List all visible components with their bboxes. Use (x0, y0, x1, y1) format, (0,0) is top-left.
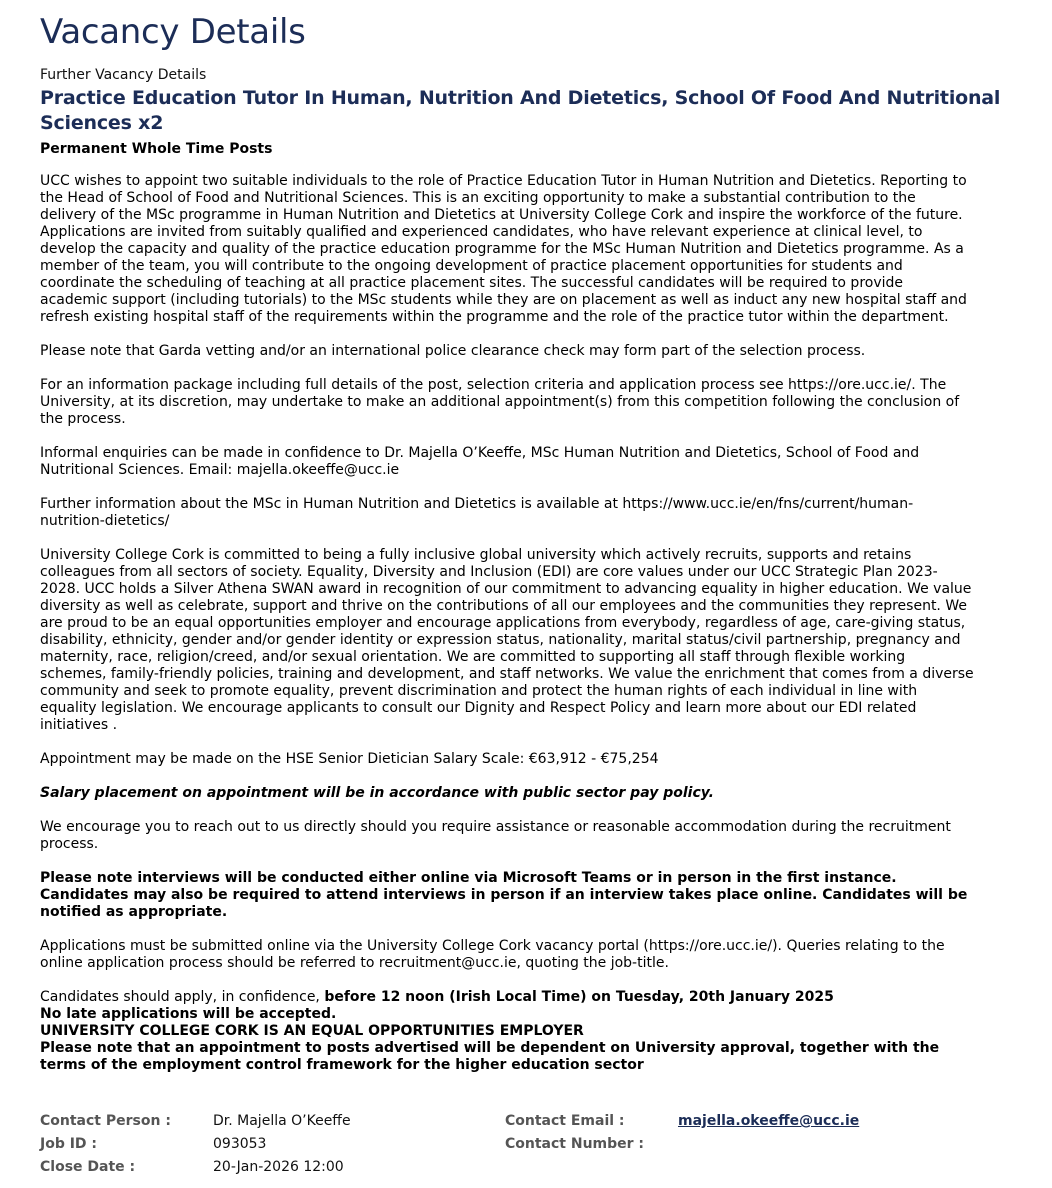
deadline-paragraph (40, 989, 975, 1074)
no-late-applications: No late applications will be accepted. (40, 1006, 337, 1022)
approval-statement: Please note that an appointment to posts advertised will be dependent on University approval, together with the terms of the employment control framework for the higher education sector (40, 1040, 940, 1073)
close-date-label: Close Date : (40, 1159, 136, 1175)
close-date-value: 20-Jan-2026 12:00 (213, 1159, 344, 1175)
details-row (40, 1156, 970, 1179)
contact-email-label: Contact Email : (505, 1113, 625, 1129)
post-type: Permanent Whole Time Posts (40, 141, 273, 157)
job-title: Practice Education Tutor In Human, Nutrition And Dietetics, School Of Food And Nutritional Sciences x2 (40, 87, 1001, 134)
applications-paragraph: Applications must be submitted online via the University College Cork vacancy portal (https://ore.ucc.ie/). Queries relating to the online application process should be referred to recruitment@ucc.ie, quoting the job-title. (40, 938, 945, 971)
deadline-date: before 12 noon (Irish Local Time) on Tuesday, 20th January 2025 (324, 989, 834, 1005)
contact-number-label: Contact Number : (505, 1136, 645, 1152)
job-id-value: 093053 (213, 1136, 267, 1152)
job-id-label: Job ID : (40, 1136, 98, 1152)
vacancy-description (40, 173, 975, 1074)
information-package-paragraph: For an information package including full details of the post, selection criteria and application process see https://ore.ucc.ie/. The University, at its discretion, may undertake to make an additional appointment(s) from this competition following the conclusion of the process. (40, 377, 960, 427)
details-row (40, 1110, 970, 1133)
contact-details (40, 1110, 970, 1179)
details-row (40, 1133, 970, 1156)
deadline-prefix: Candidates should apply, in confidence, (40, 989, 325, 1005)
intro-paragraph: UCC wishes to appoint two suitable individuals to the role of Practice Education Tutor in Human Nutrition and Dietetics. Reporting to the Head of School of Food and Nutritional Sciences. This is an exciting opportunity to make a substantial contribution to the delivery of the MSc programme in Human Nutrition and Dietetics at University College Cork and inspire the workforce of the future. Applications are invited from suitably qualified and experienced candidates, who have relevant experience at clinical level, to develop the capacity and quality of the practice education programme for the MSc Human Nutrition and Dietetics programme. As a member of the team, you will contribute to the ongoing development of practice placement opportunities for students and coordinate the scheduling of teaching at all practice placement sites. The successful candidates will be required to provide academic support (including tutorials) to the MSc students while they are on placement as well as induct any new hospital staff and refresh existing hospital staff of the requirements within the programme and the role of the practice tutor within the department. (40, 173, 967, 325)
further-information-paragraph: Further information about the MSc in Human Nutrition and Dietetics is available at https://www.ucc.ie/en/fns/current/human-nutrition-dietetics/ (40, 496, 914, 529)
contact-email-cell (678, 1110, 859, 1133)
contact-person-value: Dr. Majella O’Keeffe (213, 1113, 351, 1129)
salary-scale-paragraph: Appointment may be made on the HSE Senior Dietician Salary Scale: €63,912 - €75,254 (40, 751, 659, 767)
equal-opportunities-statement: UNIVERSITY COLLEGE CORK IS AN EQUAL OPPORTUNITIES EMPLOYER (40, 1023, 584, 1039)
accommodation-paragraph: We encourage you to reach out to us directly should you require assistance or reasonable accommodation during the recruitment process. (40, 819, 951, 852)
contact-email-link[interactable]: majella.okeeffe@ucc.ie (678, 1113, 860, 1129)
contact-person-label: Contact Person : (40, 1113, 171, 1129)
page-title: Vacancy Details (40, 12, 306, 52)
informal-enquiries-paragraph: Informal enquiries can be made in confidence to Dr. Majella O’Keeffe, MSc Human Nutrition and Dietetics, School of Food and Nutritional Sciences. Email: majella.okeeffe@ucc.ie (40, 445, 920, 478)
interviews-paragraph: Please note interviews will be conducted either online via Microsoft Teams or in person in the first instance. Candidates may also be required to attend interviews in person if an interview takes place online. Candidates will be notified as appropriate. (40, 870, 968, 920)
garda-vetting-paragraph: Please note that Garda vetting and/or an international police clearance check may form part of the selection process. (40, 343, 866, 359)
further-details-subheading: Further Vacancy Details (40, 67, 207, 83)
salary-placement-paragraph: Salary placement on appointment will be in accordance with public sector pay policy. (40, 785, 714, 801)
edi-paragraph: University College Cork is committed to being a fully inclusive global university which actively recruits, supports and retains colleagues from all sectors of society. Equality, Diversity and Inclusion (EDI) are core values under our UCC Strategic Plan 2023-2028. UCC holds a Silver Athena SWAN award in recognition of our commitment to advancing equality in higher education. We value diversity as well as celebrate, support and thrive on the contributions of all our employees and the communities they represent. We are proud to be an equal opportunities employer and encourage applications from everybody, regardless of age, care-giving status, disability, ethnicity, gender and/or gender identity or expression status, nationality, marital status/civil partnership, pregnancy and maternity, race, religion/creed, and/or sexual orientation. We are committed to supporting all staff through flexible working schemes, family-friendly policies, training and development, and staff networks. We value the enrichment that comes from a diverse community and seek to promote equality, prevent discrimination and protect the human rights of each individual in line with equality legislation. We encourage applicants to consult our Dignity and Respect Policy and learn more about our EDI related initiatives . (40, 547, 974, 733)
